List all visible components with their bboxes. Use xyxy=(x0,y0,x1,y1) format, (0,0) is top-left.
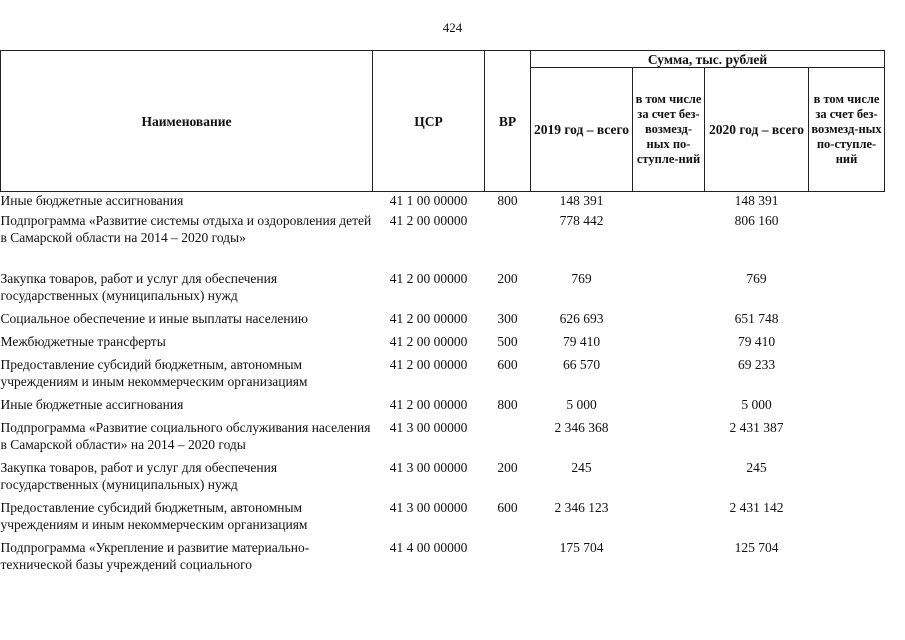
table-row xyxy=(1,192,885,213)
row-csr: 41 2 00 00000 xyxy=(389,271,468,286)
row-csr: 41 1 00 00000 xyxy=(389,193,468,208)
row-2019-grant xyxy=(633,459,705,499)
row-2019-total: 66 570 xyxy=(562,357,601,372)
header-2020-total: 2020 год – всего xyxy=(705,68,809,192)
row-2020-total: 125 704 xyxy=(734,540,779,555)
row-2019-total: 79 410 xyxy=(562,334,601,349)
table-row xyxy=(1,396,885,419)
row-2019-grant xyxy=(633,396,705,419)
row-2019-grant xyxy=(633,333,705,356)
row-2019-total: 5 000 xyxy=(566,397,597,412)
table-row xyxy=(1,499,885,539)
row-vr: 800 xyxy=(497,193,518,208)
table-row xyxy=(1,356,885,396)
row-2019-total: 626 693 xyxy=(559,311,604,326)
table-row xyxy=(1,333,885,356)
row-2020-grant xyxy=(809,539,885,579)
row-vr: 600 xyxy=(497,500,518,515)
row-2019-grant xyxy=(633,270,705,310)
row-csr: 41 4 00 00000 xyxy=(389,540,468,555)
table-row xyxy=(1,419,885,459)
row-csr: 41 3 00 00000 xyxy=(389,460,468,475)
row-2020-grant xyxy=(809,212,885,270)
row-csr: 41 2 00 00000 xyxy=(389,213,468,228)
row-vr xyxy=(485,419,531,459)
table-row xyxy=(1,270,885,310)
row-2020-total: 2 431 387 xyxy=(729,420,784,435)
row-2019-grant xyxy=(633,212,705,270)
row-2020-grant xyxy=(809,333,885,356)
row-name: Подпрограмма «Укрепление и развитие материально-технической базы учреждений социального xyxy=(0,540,310,572)
row-name: Межбюджетные трансферты xyxy=(0,334,166,349)
row-2019-grant xyxy=(633,192,705,213)
row-2020-total: 79 410 xyxy=(737,334,776,349)
row-2019-grant xyxy=(633,419,705,459)
header-vr: ВР xyxy=(485,51,531,192)
row-vr: 800 xyxy=(497,397,518,412)
row-vr xyxy=(485,212,531,270)
budget-table xyxy=(0,50,885,579)
row-2020-total: 769 xyxy=(746,271,767,286)
row-2019-total: 175 704 xyxy=(559,540,604,555)
page-number: 424 xyxy=(442,20,463,35)
row-2020-grant xyxy=(809,356,885,396)
row-2019-grant xyxy=(633,539,705,579)
row-2020-grant xyxy=(809,459,885,499)
row-name: Предоставление субсидий бюджетным, автономным учреждениям и иным некоммерческим организациям xyxy=(0,357,308,389)
row-2020-total: 651 748 xyxy=(734,311,779,326)
row-2020-total: 69 233 xyxy=(737,357,776,372)
row-csr: 41 2 00 00000 xyxy=(389,397,468,412)
row-2020-grant xyxy=(809,270,885,310)
row-2019-grant xyxy=(633,310,705,333)
row-2020-grant xyxy=(809,419,885,459)
row-2020-total: 2 431 142 xyxy=(729,500,784,515)
row-2019-total: 769 xyxy=(571,271,592,286)
row-2019-total: 2 346 368 xyxy=(554,420,609,435)
header-sum-group: Сумма, тыс. рублей xyxy=(531,51,885,68)
row-2019-total: 245 xyxy=(571,460,592,475)
table-row xyxy=(1,310,885,333)
row-name: Закупка товаров, работ и услуг для обеспечения государственных (муниципальных) нужд xyxy=(0,271,278,303)
row-csr: 41 2 00 00000 xyxy=(389,311,468,326)
row-vr: 600 xyxy=(497,357,518,372)
header-2020-grant: в том числе за счет без-возмезд-ных по-ступле-ний xyxy=(809,68,885,192)
row-name: Иные бюджетные ассигнования xyxy=(0,397,184,412)
row-name: Подпрограмма «Развитие системы отдыха и оздоровления детей в Самарской области на 2014 – 2020 годы» xyxy=(0,213,372,245)
row-vr: 200 xyxy=(497,271,518,286)
header-2019-grant: в том числе за счет без-возмезд-ных по-ступле-ний xyxy=(633,68,705,192)
row-2020-total: 806 160 xyxy=(734,213,779,228)
row-2019-total: 778 442 xyxy=(559,213,604,228)
row-csr: 41 2 00 00000 xyxy=(389,357,468,372)
row-2019-grant xyxy=(633,356,705,396)
table-row xyxy=(1,539,885,579)
row-vr: 300 xyxy=(497,311,518,326)
row-vr: 500 xyxy=(497,334,518,349)
table-row xyxy=(1,459,885,499)
row-name: Иные бюджетные ассигнования xyxy=(0,193,184,208)
row-csr: 41 3 00 00000 xyxy=(389,500,468,515)
header-2019-total: 2019 год – всего xyxy=(531,68,633,192)
header-csr: ЦСР xyxy=(373,51,485,192)
row-2019-total: 2 346 123 xyxy=(554,500,609,515)
row-vr xyxy=(485,539,531,579)
row-csr: 41 3 00 00000 xyxy=(389,420,468,435)
row-name: Закупка товаров, работ и услуг для обеспечения государственных (муниципальных) нужд xyxy=(0,460,278,492)
row-2020-grant xyxy=(809,310,885,333)
row-name: Предоставление субсидий бюджетным, автономным учреждениям и иным некоммерческим организациям xyxy=(0,500,308,532)
row-2020-grant xyxy=(809,396,885,419)
header-name: Наименование xyxy=(1,51,373,192)
row-2019-grant xyxy=(633,499,705,539)
table-row xyxy=(1,212,885,270)
row-2020-total: 148 391 xyxy=(734,193,779,208)
row-2020-grant xyxy=(809,499,885,539)
row-vr: 200 xyxy=(497,460,518,475)
row-name: Социальное обеспечение и иные выплаты населению xyxy=(0,311,308,326)
row-2020-total: 5 000 xyxy=(741,397,772,412)
row-2019-total: 148 391 xyxy=(559,193,604,208)
row-name: Подпрограмма «Развитие социального обслуживания населения в Самарской области» на 2014 – 2020 годы xyxy=(0,420,371,452)
row-csr: 41 2 00 00000 xyxy=(389,334,468,349)
row-2020-total: 245 xyxy=(746,460,767,475)
row-2020-grant xyxy=(809,192,885,213)
